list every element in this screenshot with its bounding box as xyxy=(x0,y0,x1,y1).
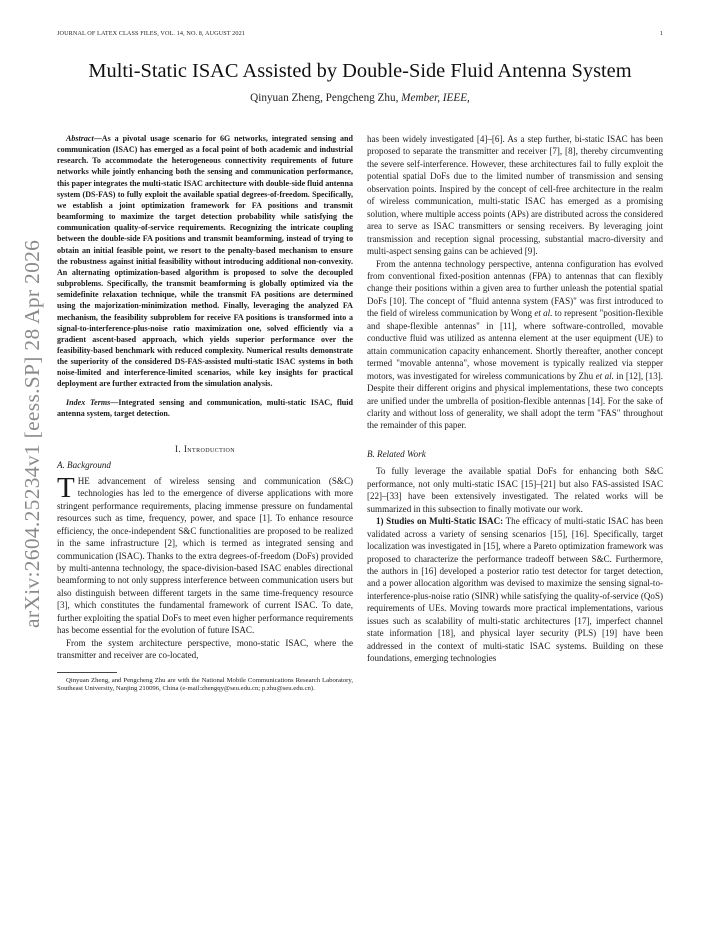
right-paragraph-1: has been widely investigated [4]–[6]. As a step further, bi-static ISAC has been proposed to separate the transmitter and receiver [7], [8], thereby circumventing the severe self-interference. However, these architectures fail to fully exploit the potential spatial DoFs due to the limited number of transmission and sensing observation points. Inspired by the concept of cell-free architecture in the realm of wireless communication, multi-static ISAC has emerged as a promising solution, where multiple access points (APs) are distributed across the considered area to serve as ISAC transmitters or sensing receivers. By leveraging joint transmission and reception signal processing, substantial macro-diversity and multi-aspect sensing gains can be achieved [9]. xyxy=(367,134,663,257)
author-affiliation-footnote: Qinyuan Zheng, and Pengcheng Zhu are with the National Mobile Communications Research Laboratory, Southeast University, Nanjing 210096, China (e-mail:zhengqy@seu.edu.cn; p.zhu@seu.edu.cn). xyxy=(57,676,353,693)
et-al-1: et al. xyxy=(534,308,553,319)
multistatic-studies-heading: 1) Studies on Multi-Static ISAC: xyxy=(376,516,504,527)
section-heading-introduction: I. Introduction xyxy=(174,443,236,454)
running-header xyxy=(57,30,663,37)
author-names: Qinyuan Zheng, Pengcheng Zhu, xyxy=(250,92,402,104)
page-number: 1 xyxy=(659,30,663,37)
intro-paragraph-1 xyxy=(57,471,353,637)
paper-title: Multi-Static ISAC Assisted by Double-Side Fluid Antenna System xyxy=(88,60,632,82)
right-paragraph-2-part-c: in [12], [13]. Despite their different origins and physical implementations, these two concepts are unified under the umbrella of position-flexible antennas [14]. For the sake of clarity and without loss of generality, we shall adopt the term "FAS" throughout the remainder of this paper. xyxy=(367,370,663,431)
intro-paragraph-2: From the system architecture perspective, mono-static ISAC, where the transmitter and receiver are co-located, xyxy=(57,637,353,661)
subsection-heading-background: A. Background xyxy=(57,460,111,471)
abstract xyxy=(57,133,353,390)
arxiv-identifier-stamp: arXiv:2604.25234v1 [eess.SP] 28 Apr 2026 xyxy=(20,239,44,628)
right-paragraph-2-part-a: From the antenna technology perspective, antenna configuration has evolved from conventional fixed-position antennas (FPA) to antennas that can flexibly change their positions within a given area to further unleash the potential spatial DoFs [10]. The concept of "fluid antenna system (FAS)" was first introduced to the field of wireless communication by Wong xyxy=(367,258,663,319)
right-column xyxy=(367,133,663,665)
left-column xyxy=(57,133,353,694)
et-al-2: et al. xyxy=(595,370,614,381)
footnote-rule xyxy=(57,672,117,673)
intro-paragraph-1-text: HE advancement of wireless sensing and communication (S&C) technologies has led to the emergence of diverse applications with more stringent performance requirements, placing immense pressure on fundamental resources such as time, frequency, power, and space [1]. To enhance resource efficiency, the once-independent S&C functionalities are proposed to be realized in the same infrastructure [2], which is termed as integrated sensing and communication (ISAC). Thanks to the extra degrees-of-freedom (DoFs) provided by multi-antenna technology, the space-division-based ISAC enables directional beamforming to not only suppress interference between communication users but also distinguish between different targets in the same time-frequency resource [3], which constitutes the fundamental framework of current ISAC. To date, further exploiting the spatial DoFs to meet even higher performance requirements has become essential for the evolution of future ISAC. xyxy=(57,475,353,636)
index-terms-text: —Integrated sensing and communication, multi-static ISAC, fluid antenna system, target detection. xyxy=(57,397,353,418)
right-paragraph-2 xyxy=(367,258,663,432)
author-line xyxy=(57,92,663,104)
related-work-paragraph: To fully leverage the available spatial DoFs for enhancing both S&C performance, not only multi-static ISAC [15]–[21] but also FAS-assisted ISAC [22]–[33] have been extensively investigated. The related works will be summarized in this subsection to finally motivate our work. xyxy=(367,466,663,514)
subsection-heading-related-work: B. Related Work xyxy=(367,448,426,459)
index-terms-label: Index Terms xyxy=(66,397,111,407)
journal-name: JOURNAL OF LATEX CLASS FILES, VOL. 14, NO. 8, AUGUST 2021 xyxy=(57,30,245,37)
index-terms xyxy=(57,397,353,419)
drop-cap: T xyxy=(57,471,75,504)
multistatic-studies-paragraph xyxy=(367,515,663,664)
abstract-text: —As a pivotal usage scenario for 6G networks, integrated sensing and communication (ISAC) has emerged as a focal point of both academic and industrial research. To accommodate the heterogeneous connectivity requirements of future networks while jointly enhancing both the sensing and communication performance, this paper integrates the multi-static ISAC architecture with double-side fluid antenna system (DS-FAS) to fully exploit the available spatial degrees-of-freedom. Specifically, we establish a joint optimization framework for FA positions and transmit beamforming to maximize the target detection probability while satisfying the communication quality-of-service requirements. Recognizing the intricate coupling between the double-side FA positions and transmit beamforming, instead of trying to obtain an initial feasible point, we resort to the penalty-based mechanism to ensure the robustness against initial feasibility without introducing additional non-convexity. An alternating optimization-based algorithm is proposed to solve the decoupled subproblems. Specifically, the transmit beamforming is globally optimized via the semidefinite relaxation technique, while the transmit FA positions are determined using the majorization-minimization method. Finally, leveraging the analyzed FA mechanism, the feasibility subproblem for receive FA positions is transformed into a signal-to-interference-plus-noise ratio maximization one, solved efficiently via a gradient ascent-based approach, which yields superior performance over the feasibility-based benchmark with reduced complexity. Numerical results demonstrate the superiority of the considered DS-FAS-assisted multi-static ISAC systems in both noise-limited and interference-limited scenarios, while key insights for practical deployment are further extracted from the simulation analysis. xyxy=(57,134,353,389)
abstract-label: Abstract xyxy=(66,134,94,143)
right-paragraph-2-part-b: to represent "position-flexible and shape-flexible antennas" in [11], where software-controlled, movable conductive fluid was utilized as antenna element at the user equipment (UE) to attain communication capacity enhancement. Shortly thereafter, another concept termed "movable antenna", whose movement is typically realized via stepper motors, was investigated for wireless communications by Zhu xyxy=(367,308,663,381)
multistatic-studies-text: The efficacy of multi-static ISAC has been validated across a variety of sensing scenarios [15], [16]. Specifically, target localization was investigated in [15], where a Pareto optimization framework was proposed to characterize the performance tradeoff between S&C. Furthermore, the authors in [16] developed a posterior ratio test detector for target detection, and a power allocation algorithm was devised to maximize the sensing signal-to-interference-plus-noise ratio (SINR) while satisfying the quality-of-service (QoS) requirements of UEs. Moving towards more practical implementations, various issues such as scalability of multi-static architectures [17], imperfect channel state information [18], and physical layer security (PLS) [19] have been addressed in the context of multi-static ISAC systems. Building on these foundations, emerging technologies xyxy=(367,516,663,664)
author-membership: Member, IEEE, xyxy=(401,92,470,104)
